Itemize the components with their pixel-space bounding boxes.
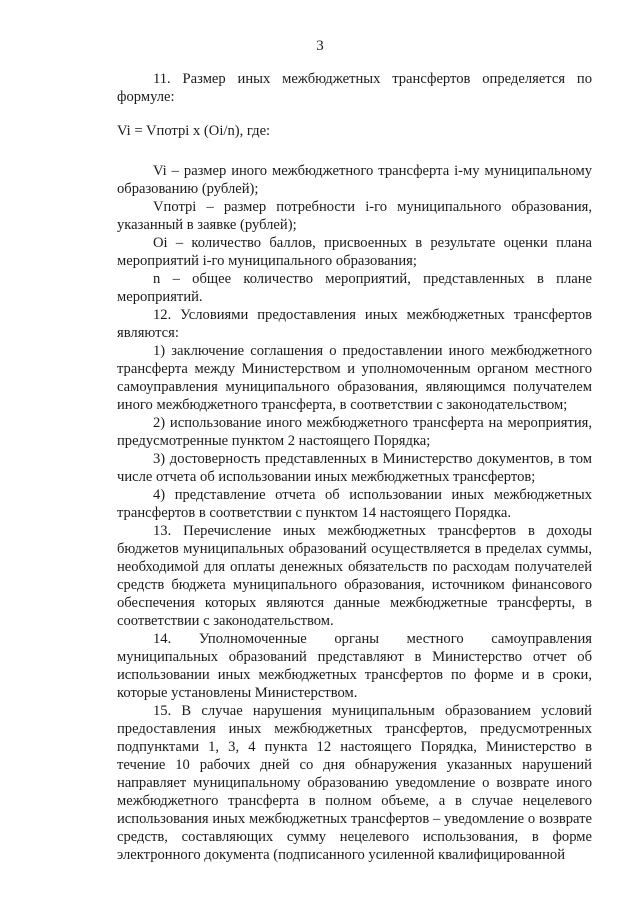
formula: Vi = Vпотрi x (Oi/n), где:	[117, 123, 271, 139]
definition-vpotri: Vпотрi – размер потребности i-го муниципального образования, указанный в заявке (рублей);	[117, 199, 592, 233]
page-number: 3	[316, 38, 324, 54]
paragraph-12-item-2: 2) использование иного межбюджетного трансферта на мероприятия, предусмотренные пунктом 2 настоящего Порядка;	[117, 415, 592, 449]
paragraph-15: 15. В случае нарушения муниципальным образованием условий предоставления иных межбюджетных трансфертов, предусмотренных подпунктами 1, 3, 4 пункта 12 настоящего Порядка, Министерство в течение 10 рабочих дней со дня обнаружения указанных нарушений направляет муниципальному образованию уведомление о возврате иного межбюджетного трансферта в полном объеме, а в случае нецелевого использования иных межбюджетных трансфертов – уведомление о возврате средств, составляющих сумму нецелевого использования, в форме электронного документа (подписанного усиленной квалифицированной	[117, 703, 592, 863]
definition-n: n – общее количество мероприятий, представленных в плане мероприятий.	[117, 271, 592, 305]
document-body	[117, 70, 592, 864]
paragraph-13: 13. Перечисление иных межбюджетных трансфертов в доходы бюджетов муниципальных образований осуществляется в пределах суммы, необходимой для оплаты денежных обязательств по расходам получателей средств бюджета муниципального образования, источником финансового обеспечения которых являются данные межбюджетные трансферты, в соответствии с законодательством.	[117, 523, 592, 629]
paragraph-14: 14. Уполномоченные органы местного самоуправления муниципальных образований представляют в Министерство отчет об использовании иных межбюджетных трансфертов по форме и в сроки, которые установлены Министерством.	[117, 631, 592, 701]
paragraph-12-item-4: 4) представление отчета об использовании иных межбюджетных трансфертов в соответствии с пунктом 14 настоящего Порядка.	[117, 487, 592, 521]
definition-vi: Vi – размер иного межбюджетного трансферта i-му муниципальному образованию (рублей);	[117, 163, 592, 197]
paragraph-11: 11. Размер иных межбюджетных трансфертов определяется по формуле:	[117, 71, 592, 105]
definition-oi: Oi – количество баллов, присвоенных в результате оценки плана мероприятий i-го муниципального образования;	[117, 235, 592, 269]
paragraph-12-item-1: 1) заключение соглашения о предоставлении иного межбюджетного трансферта между Министерством и уполномоченным органом местного самоуправления муниципального образования, являющимся получателем иного межбюджетного трансферта, в соответствии с законодательством;	[117, 343, 592, 413]
paragraph-12-item-3: 3) достоверность представленных в Министерство документов, в том числе отчета об использовании иных межбюджетных трансфертов;	[117, 451, 592, 485]
paragraph-12: 12. Условиями предоставления иных межбюджетных трансфертов являются:	[117, 307, 592, 341]
